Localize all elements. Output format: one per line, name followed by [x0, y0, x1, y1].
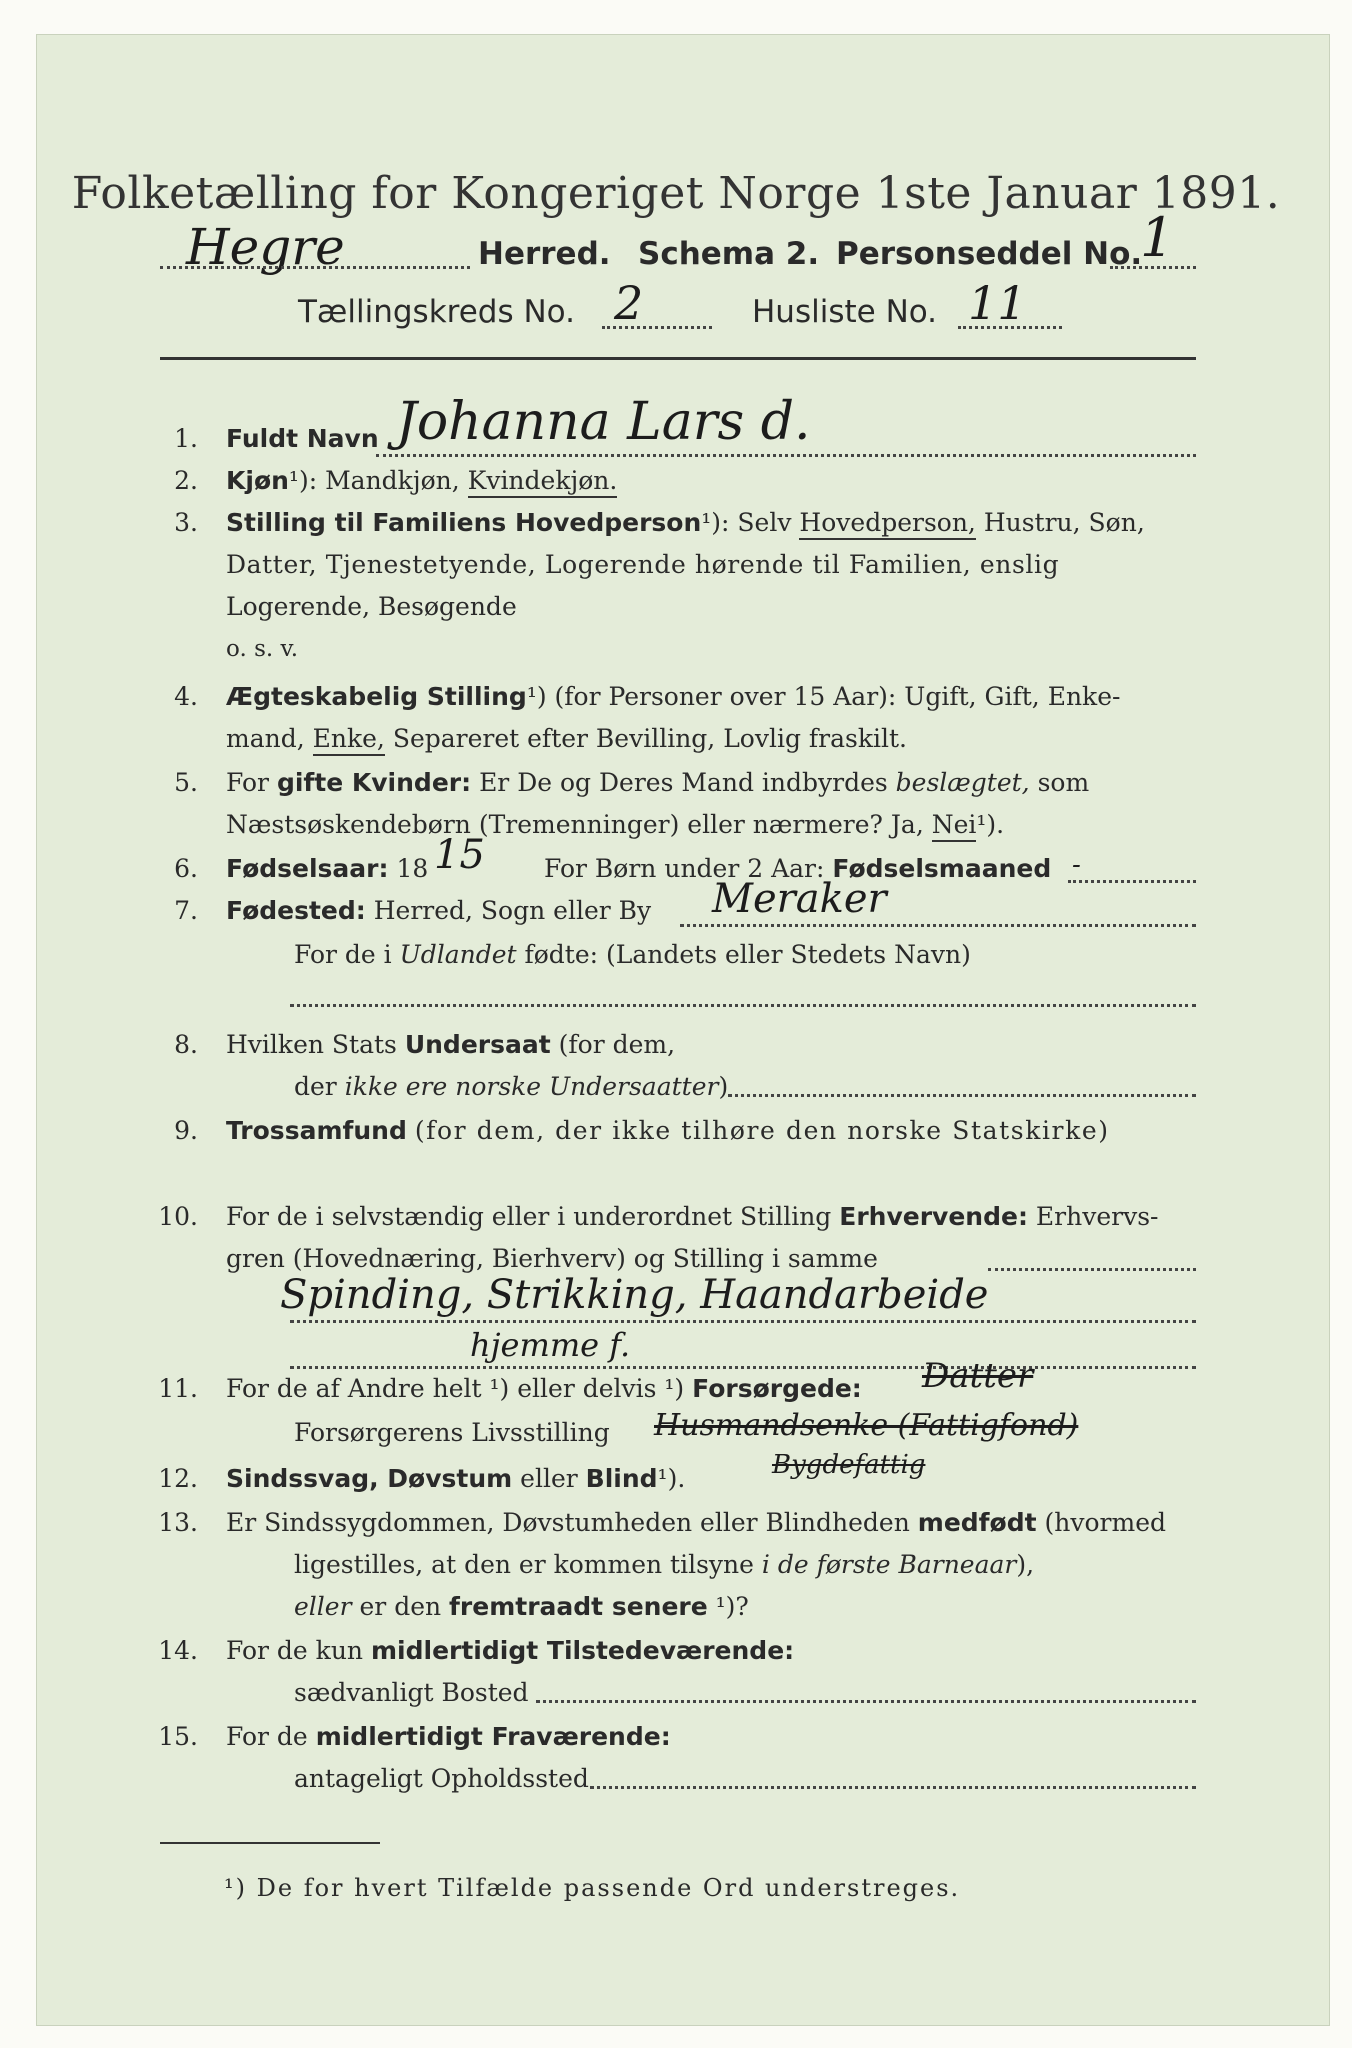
item-10-dotline-1	[988, 1268, 1196, 1271]
item-13-line3a: er den	[359, 1592, 442, 1621]
item-10-dotline-3	[290, 1366, 1196, 1369]
item-13-italic2: eller	[294, 1592, 352, 1621]
item-6-month-value: -	[1072, 850, 1081, 880]
item-8-label: Undersaat	[404, 1030, 551, 1059]
item-8-number: 8.	[174, 1030, 198, 1059]
item-4-number: 4.	[174, 682, 198, 711]
item-10-text2: Erhvervs-	[1035, 1202, 1159, 1231]
item-15-number: 15.	[158, 1722, 198, 1751]
item-10-dotline-2	[290, 1320, 1196, 1323]
item-2-selected: Kvindekjøn.	[468, 466, 618, 498]
item-7-label: Fødested:	[226, 896, 366, 925]
personseddel-value: 1	[1140, 206, 1175, 269]
item-5-selected: Nei	[932, 810, 977, 842]
item-10-number: 10.	[158, 1202, 198, 1231]
item-9-label: Trossamfund	[226, 1116, 407, 1145]
item-3-line-2: Datter, Tjenestetyende, Logerende hørende til Familien, enslig	[226, 550, 1060, 579]
item-2-number: 2.	[174, 466, 198, 495]
item-5-text2: som	[1037, 768, 1090, 797]
item-7-number: 7.	[174, 896, 198, 925]
item-7-line-2	[294, 940, 971, 969]
item-3-line-3: Logerende, Besøgende	[226, 592, 517, 621]
item-3-text: ¹): Selv	[701, 508, 792, 537]
item-8-line-1	[226, 1030, 675, 1059]
item-4-line2a: mand,	[226, 724, 305, 753]
item-13-line-2	[294, 1550, 1034, 1579]
item-14-text: For de kun	[226, 1636, 364, 1665]
item-11-line-2: Forsørgerens Livsstilling	[294, 1418, 610, 1447]
item-15-dotline	[590, 1786, 1196, 1789]
item-6-label2: Fødselsmaaned	[832, 854, 1052, 883]
kreds-label: Tællingskreds No.	[298, 294, 575, 330]
item-9-line	[226, 1116, 1110, 1145]
kreds-dotline	[602, 326, 712, 329]
item-14-number: 14.	[158, 1636, 198, 1665]
item-3-number: 3.	[174, 508, 198, 537]
item-10-occupation-value: Spinding, Strikking, Haandarbeide	[280, 1272, 989, 1318]
item-1-label: Fuldt Navn	[226, 424, 379, 453]
herred-label: Herred.	[478, 236, 611, 272]
item-12-line	[226, 1464, 685, 1493]
item-4-line2b: Separeret efter Bevilling, Lovlig fraskilt.	[392, 724, 907, 753]
personseddel-label: Personseddel No.	[836, 236, 1143, 272]
item-7-line2a: For de i	[294, 940, 392, 969]
item-1-name-value: Johanna Lars d.	[396, 392, 811, 452]
item-2-label: Kjøn	[226, 466, 289, 495]
item-12-label2: Blind	[585, 1464, 658, 1493]
personseddel-dotline	[1110, 266, 1196, 269]
item-15-line-1	[226, 1722, 671, 1751]
item-11-text: For de af Andre helt ¹) eller delvis ¹)	[226, 1374, 685, 1403]
item-15-label: midlertidigt Fraværende:	[315, 1722, 671, 1751]
item-2-line	[226, 466, 617, 495]
item-6-number: 6.	[174, 854, 198, 883]
item-4-line-1	[226, 682, 1120, 711]
item-5-number: 5.	[174, 768, 198, 797]
item-12-label: Sindssvag, Døvstum	[226, 1464, 513, 1493]
item-1-dotline	[376, 454, 1196, 457]
item-3-line-4: o. s. v.	[226, 636, 299, 662]
husliste-label: Husliste No.	[752, 294, 938, 330]
item-8-line-2	[294, 1072, 728, 1101]
item-3-label: Stilling til Familiens Hovedperson	[226, 508, 702, 537]
kreds-value: 2	[614, 276, 644, 330]
item-5-line-2	[226, 810, 1004, 839]
item-13-label: medfødt	[917, 1508, 1037, 1537]
item-3-selected: Hovedperson,	[799, 508, 975, 540]
footnote: ¹) De for hvert Tilfælde passende Ord understreges.	[224, 1874, 961, 1902]
item-10-occupation-value-2: hjemme f.	[470, 1326, 631, 1364]
item-5-text: Er De og Deres Mand indbyrdes	[479, 768, 888, 797]
item-6-year-value: 15	[434, 832, 485, 878]
item-13-line2b: ),	[1016, 1550, 1035, 1579]
item-13-label2: fremtraadt senere	[449, 1592, 708, 1621]
item-11-label: Forsørgede:	[692, 1374, 862, 1403]
item-7-line-1	[226, 896, 651, 925]
item-5-line2a: Næstsøskendebørn (Tremenninger) eller nærmere? Ja,	[226, 810, 924, 839]
item-14-dotline	[536, 1700, 1196, 1703]
item-8-text: Hvilken Stats	[226, 1030, 397, 1059]
item-13-italic: i de første Barneaar	[761, 1550, 1017, 1579]
form-title: Folketælling for Kongeriget Norge 1ste Januar 1891.	[71, 168, 1281, 219]
item-13-line-1	[226, 1508, 1166, 1537]
item-8-text2: (for dem,	[558, 1030, 676, 1059]
item-7-italic: Udlandet	[399, 940, 517, 969]
schema-label: Schema 2.	[638, 236, 820, 272]
item-10-line-1	[226, 1202, 1158, 1231]
item-13-text: Er Sindssygdommen, Døvstumheden eller Blindheden	[226, 1508, 910, 1537]
item-11-value-3: Bygdefattig	[772, 1450, 926, 1480]
item-12-number: 12.	[158, 1464, 198, 1493]
item-5-label: gifte Kvinder:	[276, 768, 472, 797]
item-3-line-1	[226, 508, 1145, 537]
item-15-text: For de	[226, 1722, 308, 1751]
item-7-birthplace-value: Meraker	[712, 876, 887, 922]
item-13-text2: (hvormed	[1044, 1508, 1167, 1537]
item-13-line-3	[294, 1592, 749, 1621]
herred-value: Hegre	[186, 218, 345, 276]
item-4-label: Ægteskabelig Stilling	[226, 682, 527, 711]
item-10-line-2: gren (Hovednæring, Bierhverv) og Stilling i samme	[226, 1244, 878, 1273]
item-4-text: ¹) (for Personer over 15 Aar): Ugift, Gift, Enke-	[526, 682, 1121, 711]
item-4-selected: Enke,	[313, 724, 385, 756]
item-5-italic: beslægtet,	[895, 768, 1030, 797]
item-8-italic: ikke ere norske Undersaatter	[344, 1072, 719, 1101]
item-6-dotline	[1068, 880, 1196, 883]
item-8-dotline	[728, 1094, 1196, 1097]
item-6-label: Fødselsaar:	[226, 854, 389, 883]
item-5-pre: For	[226, 768, 269, 797]
item-5-line-1	[226, 768, 1089, 797]
item-8-line2a: der	[294, 1072, 337, 1101]
item-9-number: 9.	[174, 1116, 198, 1145]
item-12-text: eller	[520, 1464, 578, 1493]
herred-dotline	[160, 266, 470, 269]
item-14-line-2: sædvanligt Bosted	[294, 1678, 529, 1707]
item-4-line-2	[226, 724, 907, 753]
item-13-line3b: ¹)?	[715, 1592, 749, 1621]
item-11-value-2: Husmandsenke (Fattigfond)	[654, 1408, 1079, 1443]
item-5-line2b: ¹).	[976, 810, 1005, 839]
item-13-number: 13.	[158, 1508, 198, 1537]
item-11-value: Datter	[922, 1356, 1034, 1396]
item-15-line-2: antageligt Opholdssted	[294, 1764, 589, 1793]
item-3-text2: Hustru, Søn,	[983, 508, 1145, 537]
item-14-label: midlertidigt Tilstedeværende:	[370, 1636, 795, 1665]
item-6-line	[226, 854, 428, 883]
item-12-text2: ¹).	[657, 1464, 686, 1493]
item-6-text2: For Børn under 2 Aar:	[544, 854, 825, 883]
item-2-text: ¹): Mandkjøn,	[288, 466, 460, 495]
item-1-number: 1.	[174, 424, 198, 453]
item-8-line2b: )	[718, 1072, 729, 1101]
item-11-line-1	[226, 1374, 862, 1403]
item-10-text: For de i selvstændig eller i underordnet Stilling	[226, 1202, 832, 1231]
item-6-text: 18	[396, 854, 429, 883]
header-divider	[160, 357, 1196, 360]
husliste-dotline	[958, 326, 1062, 329]
item-7-text: Herred, Sogn eller By	[373, 896, 652, 925]
item-7-dotline	[680, 924, 1196, 927]
item-7-line2b: fødte: (Landets eller Stedets Navn)	[524, 940, 971, 969]
husliste-value: 11	[968, 276, 1027, 330]
item-9-text: (for dem, der ikke tilhøre den norske Statskirke)	[414, 1116, 1110, 1145]
item-13-line2a: ligestilles, at den er kommen tilsyne	[294, 1550, 754, 1579]
item-7-dotline-2	[290, 1004, 1196, 1007]
item-10-label: Erhvervende:	[839, 1202, 1028, 1231]
item-14-line-1	[226, 1636, 794, 1665]
item-11-number: 11.	[158, 1374, 198, 1403]
footnote-rule	[160, 1842, 380, 1844]
